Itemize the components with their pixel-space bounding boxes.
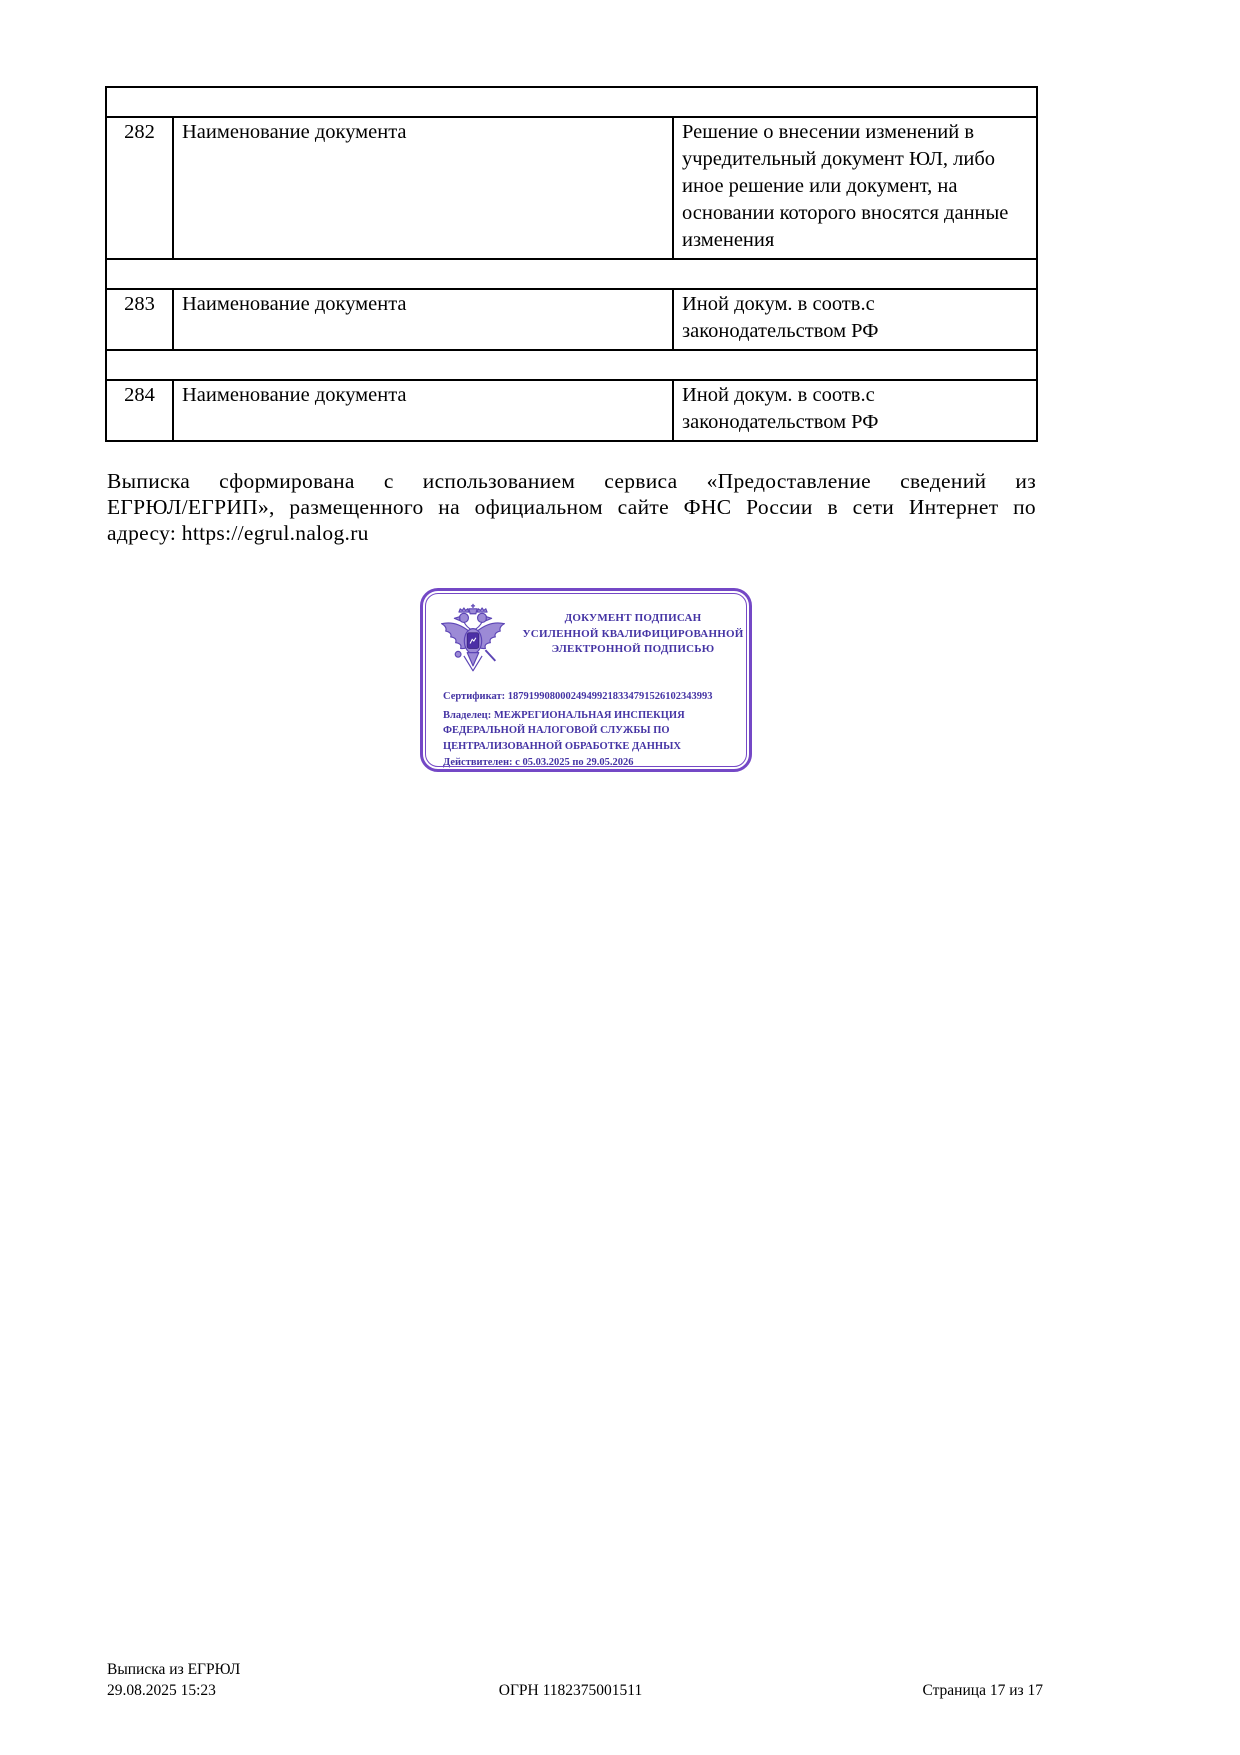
- table-row: [106, 289, 1037, 350]
- table-spacer-row: [106, 87, 1037, 117]
- row-number: 283: [106, 289, 173, 350]
- digital-signature-stamp: [420, 588, 752, 772]
- stamp-title: [521, 611, 745, 658]
- row-number: 284: [106, 380, 173, 441]
- footer-ogrn: ОГРН 1182375001511: [498, 1682, 643, 1699]
- row-value: Иной докум. в соотв.с законодательством РФ: [673, 380, 1037, 441]
- certificate-label: Сертификат:: [443, 691, 506, 702]
- row-label: Наименование документа: [173, 289, 673, 350]
- service-note-line: Выписка сформирована с использованием сервиса «Предоставление сведений из: [107, 469, 1036, 493]
- footer-datetime: 29.08.2025 15:23: [107, 1682, 216, 1699]
- row-value: Иной докум. в соотв.с законодательством РФ: [673, 289, 1037, 350]
- service-note-line: ЕГРЮЛ/ЕГРИП», размещенного на официальном сайте ФНС России в сети Интернет по: [107, 495, 1036, 519]
- owner-line: [443, 708, 741, 755]
- validity-line: [443, 755, 741, 771]
- row-label: Наименование документа: [173, 117, 673, 259]
- service-note: [107, 468, 1036, 546]
- stamp-title-line: ДОКУМЕНТ ПОДПИСАН: [564, 612, 702, 624]
- validity-value: с 05.03.2025 по 29.05.2026: [515, 757, 634, 768]
- service-note-line: адресу: https://egrul.nalog.ru: [107, 521, 369, 545]
- row-value: Решение о внесении изменений в учредительный документ ЮЛ, либо иное решение или документ, на основании которого вносятся данные изменения: [673, 117, 1037, 259]
- certificate-value: 187919908000249499218334791526102343993: [507, 691, 713, 702]
- owner-value: МЕЖРЕГИОНАЛЬНАЯ ИНСПЕКЦИЯ ФЕДЕРАЛЬНОЙ НАЛОГОВОЙ СЛУЖБЫ ПО ЦЕНТРАЛИЗОВАННОЙ ОБРАБОТКЕ ДАННЫХ: [443, 709, 685, 752]
- table-row: [106, 117, 1037, 259]
- coat-of-arms-eagle-icon: [435, 603, 511, 689]
- certificate-line: [443, 689, 741, 705]
- table-spacer-row: [106, 259, 1037, 289]
- footer-page-number: Страница 17 из 17: [922, 1682, 1043, 1699]
- stamp-title-line: ЭЛЕКТРОННОЙ ПОДПИСЬЮ: [551, 643, 715, 655]
- table-row: [106, 380, 1037, 441]
- stamp-details: [443, 689, 741, 771]
- footer-doc-title: Выписка из ЕГРЮЛ: [107, 1661, 241, 1678]
- row-number: 282: [106, 117, 173, 259]
- validity-label: Действителен:: [443, 757, 513, 768]
- owner-label: Владелец:: [443, 709, 492, 721]
- row-label: Наименование документа: [173, 380, 673, 441]
- table-spacer-row: [106, 350, 1037, 380]
- documents-table: [105, 86, 1038, 442]
- stamp-title-line: УСИЛЕННОЙ КВАЛИФИЦИРОВАННОЙ: [522, 627, 744, 640]
